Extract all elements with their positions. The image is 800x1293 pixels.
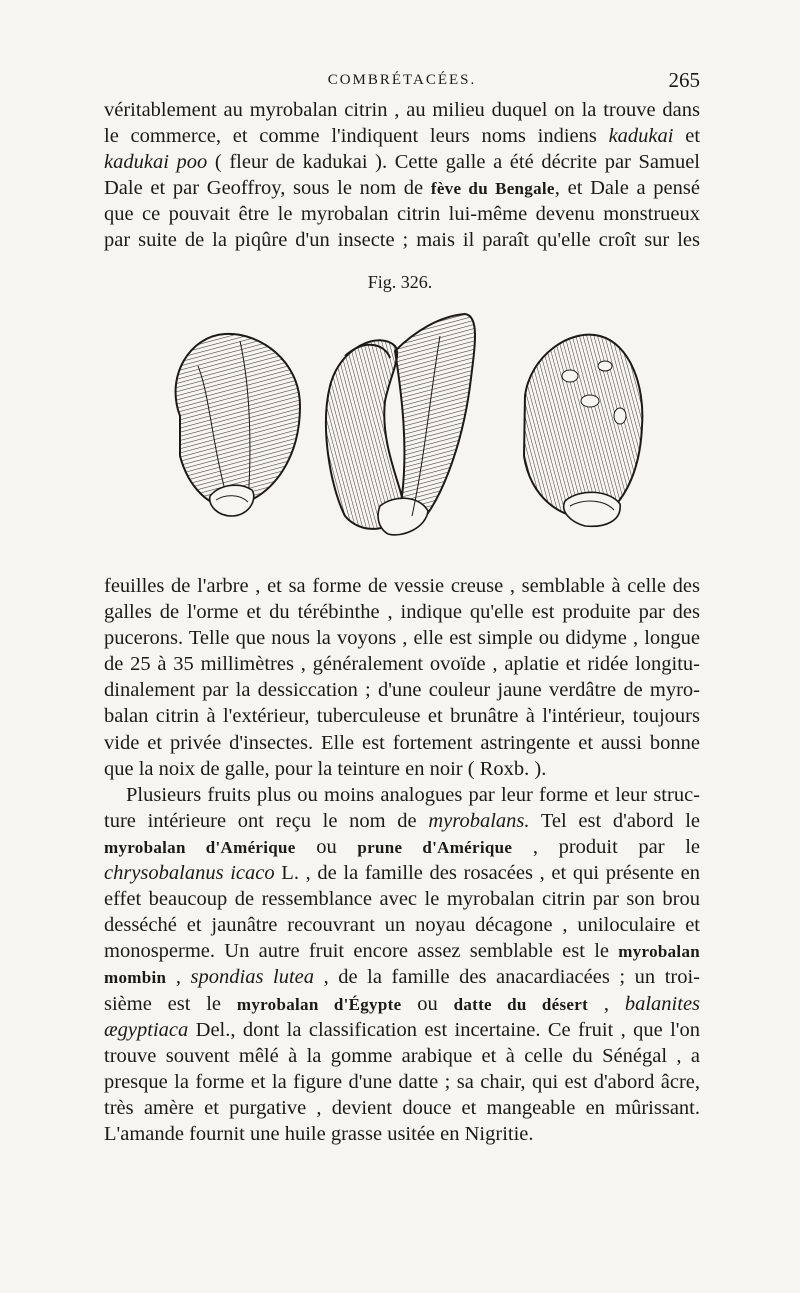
page-number: 265 bbox=[668, 68, 700, 92]
text-line bbox=[104, 834, 700, 860]
text-line bbox=[104, 1095, 700, 1121]
text-line bbox=[104, 97, 700, 123]
text-segment: monosperme. Un autre fruit encore assez semblable est le bbox=[104, 940, 619, 963]
text-segment: , de la famille des anacardiacées ; un troi- bbox=[314, 966, 701, 989]
text-segment: trouve souvent mêlé à la gomme arabique et à celle du Sénégal , a bbox=[104, 1044, 700, 1067]
text-segment: véritablement au myrobalan citrin , au milieu duquel on la trouve dans bbox=[104, 99, 700, 121]
text-segment: L'amande fournit une huile grasse usitée en Nigritie. bbox=[104, 1122, 534, 1145]
text-line bbox=[104, 782, 700, 808]
text-segment: , produit par le bbox=[512, 835, 700, 858]
text-line bbox=[104, 730, 700, 756]
text-segment: ( fleur de kadukai ). Cette galle a été décrite par Samuel bbox=[207, 151, 700, 174]
text-segment: mombin bbox=[104, 968, 167, 988]
text-segment: Dale et par Geoffroy, sous le nom de bbox=[104, 177, 431, 200]
text-line bbox=[104, 1069, 700, 1095]
text-segment: dinalement par la dessiccation ; d'une couleur jaune verdâtre de myro- bbox=[104, 679, 700, 702]
text-segment: ture intérieure ont reçu le nom de bbox=[104, 809, 429, 832]
text-line bbox=[104, 227, 700, 253]
paragraph-top bbox=[104, 97, 700, 254]
figure-326-illustration bbox=[140, 306, 670, 550]
text-line bbox=[104, 201, 700, 227]
text-line bbox=[104, 1121, 700, 1147]
text-segment: que ce pouvait être le myrobalan citrin lui-même devenu monstrueux bbox=[104, 203, 700, 226]
gall-middle-didyme bbox=[326, 314, 475, 535]
page-header bbox=[104, 68, 700, 96]
text-segment: myrobalans. bbox=[428, 809, 530, 832]
text-line bbox=[104, 938, 700, 964]
text-segment: feuilles de l'arbre , et sa forme de vessie creuse , semblable à celle des bbox=[104, 575, 700, 597]
figure-caption: Fig. 326. bbox=[367, 272, 433, 292]
text-segment: , et Dale a pensé bbox=[554, 177, 700, 200]
text-line bbox=[104, 1017, 700, 1043]
gall-left bbox=[176, 334, 300, 516]
text-segment: desséché et jaunâtre recouvrant un noyau décagone , uniloculaire et bbox=[104, 914, 700, 937]
text-segment: balan citrin à l'extérieur, tuberculeuse et brunâtre à l'intérieur, toujours bbox=[104, 705, 700, 728]
text-segment: ou bbox=[295, 835, 358, 858]
text-line bbox=[104, 677, 700, 703]
text-segment: L. , de la famille des rosacées , et qui présente en bbox=[274, 862, 700, 885]
text-segment: kadukai bbox=[608, 125, 674, 148]
running-title: COMBRÉTACÉES. bbox=[327, 72, 477, 88]
text-segment: vide et privée d'insectes. Elle est fortement astringente et aussi bonne bbox=[104, 731, 700, 754]
text-segment: par suite de la piqûre d'un insecte ; mais il paraît qu'elle croît sur les bbox=[104, 229, 700, 252]
text-segment: fève du Bengale bbox=[430, 179, 555, 199]
paragraph-bottom bbox=[104, 573, 700, 1147]
text-segment: de 25 à 35 millimètres , généralement ovoïde , aplatie et ridée longitu- bbox=[104, 653, 700, 676]
text-segment: datte du désert bbox=[453, 994, 589, 1014]
text-line bbox=[104, 808, 700, 834]
gall-right bbox=[524, 335, 642, 527]
text-segment: , bbox=[166, 966, 191, 989]
text-segment: pucerons. Telle que nous la voyons , elle est simple ou didyme , longue bbox=[104, 627, 700, 650]
text-line bbox=[104, 599, 700, 625]
text-segment: , bbox=[588, 992, 625, 1015]
text-segment: ægyptiaca bbox=[104, 1018, 189, 1041]
text-line bbox=[104, 964, 700, 990]
text-line bbox=[104, 123, 700, 149]
text-line bbox=[104, 573, 700, 599]
text-line bbox=[104, 756, 700, 782]
text-segment: myrobalan bbox=[618, 942, 700, 962]
text-line bbox=[104, 912, 700, 938]
text-line bbox=[104, 860, 700, 886]
text-segment: prune d'Amérique bbox=[357, 837, 513, 857]
text-line bbox=[104, 651, 700, 677]
text-segment: le commerce, et comme l'indiquent leurs noms indiens bbox=[104, 125, 609, 148]
text-line bbox=[104, 175, 700, 201]
text-segment: très amère et purgative , devient douce et mangeable en mûrissant. bbox=[104, 1096, 700, 1119]
text-segment: kadukai poo bbox=[104, 151, 208, 174]
text-line bbox=[104, 703, 700, 729]
text-segment: ou bbox=[401, 992, 454, 1015]
text-segment: Tel est d'abord le bbox=[529, 809, 701, 832]
text-line bbox=[104, 625, 700, 651]
text-segment: myrobalan d'Amérique bbox=[104, 837, 296, 857]
text-segment: chrysobalanus icaco bbox=[104, 862, 275, 885]
text-segment: sième est le bbox=[104, 992, 237, 1015]
text-segment: Del., dont la classification est incertaine. Ce fruit , que l'on bbox=[188, 1018, 700, 1041]
text-line bbox=[104, 149, 700, 175]
text-segment: spondias lutea bbox=[190, 966, 314, 989]
text-line bbox=[104, 886, 700, 912]
text-segment: presque la forme et la figure d'une datte ; sa chair, qui est d'abord âcre, bbox=[104, 1070, 700, 1093]
text-segment: que la noix de galle, pour la teinture en noir ( Roxb. ). bbox=[104, 757, 547, 780]
text-segment: galles de l'orme et du térébinthe , indique qu'elle est produite par des bbox=[104, 601, 700, 624]
text-segment: effet beaucoup de ressemblance avec le myrobalan citrin par son brou bbox=[104, 888, 700, 911]
text-line bbox=[104, 1043, 700, 1069]
text-segment: balanites bbox=[624, 992, 701, 1015]
text-segment: Plusieurs fruits plus ou moins analogues par leur forme et leur struc- bbox=[126, 783, 700, 806]
text-line bbox=[104, 991, 700, 1017]
text-segment: et bbox=[673, 125, 701, 148]
text-segment: myrobalan d'Égypte bbox=[236, 994, 402, 1014]
